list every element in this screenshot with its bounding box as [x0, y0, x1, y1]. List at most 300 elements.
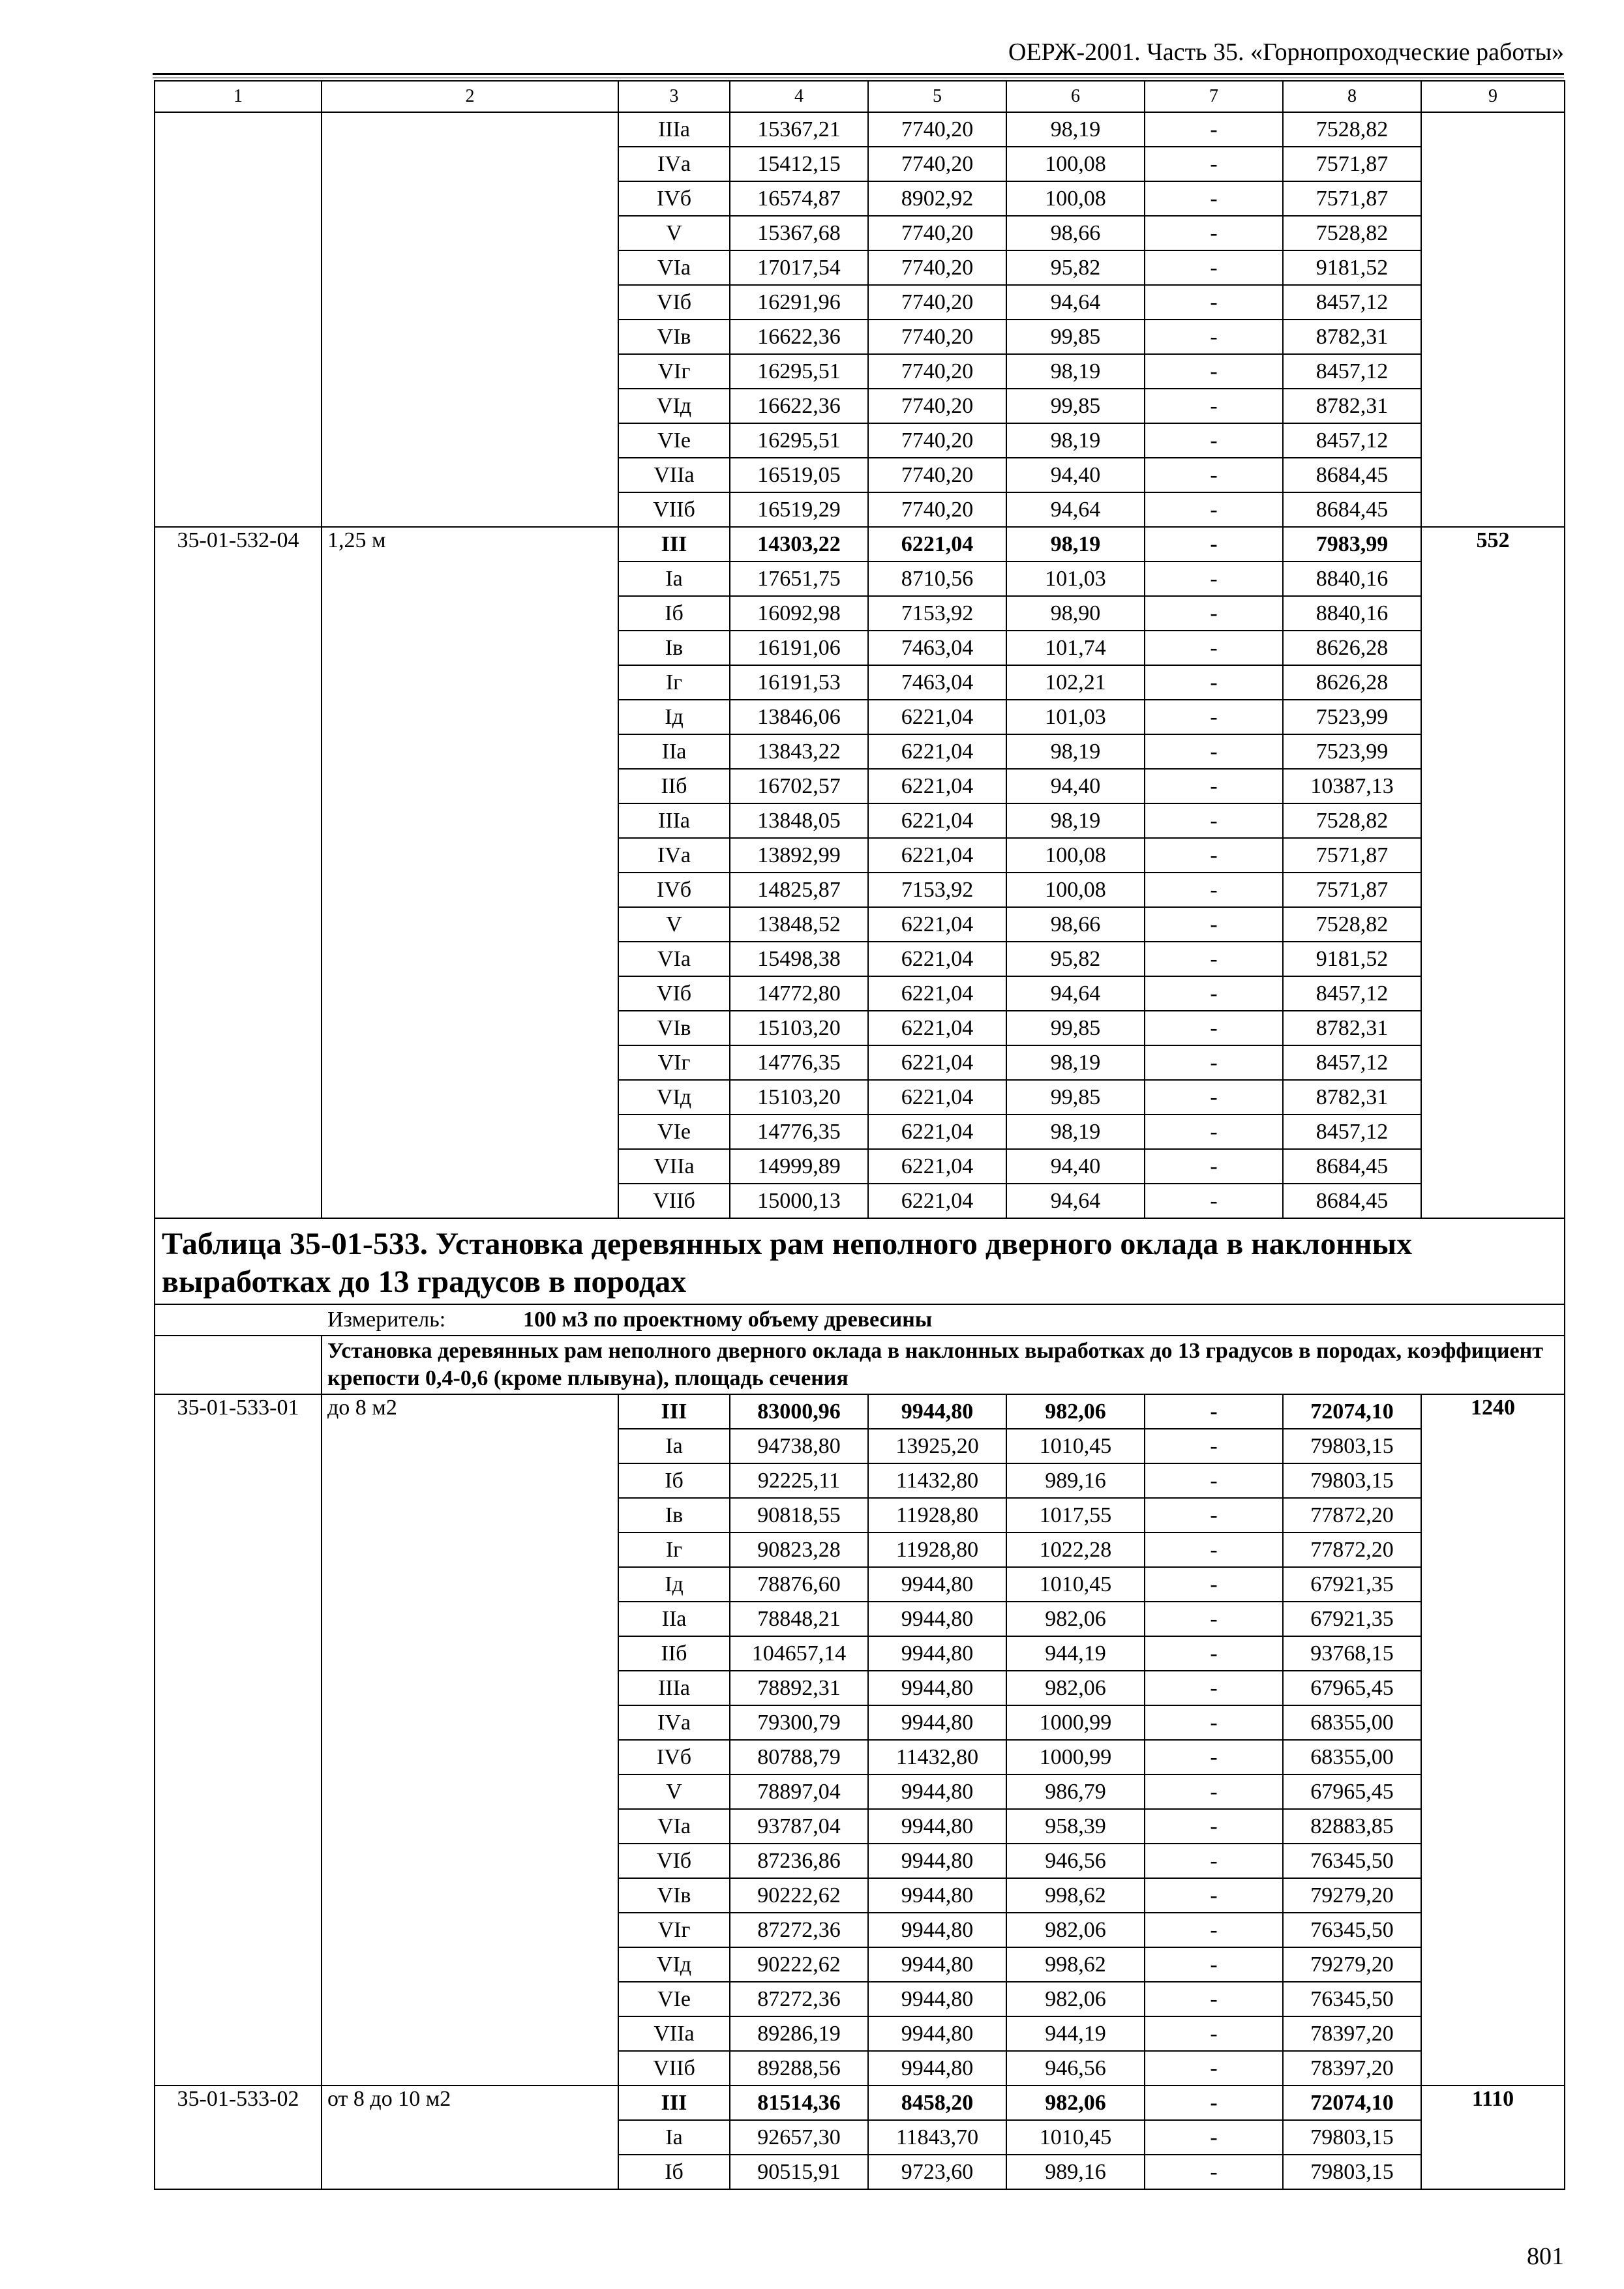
- page-header: ОЕРЖ-2001. Часть 35. «Горнопроходческие работы»: [1008, 38, 1564, 66]
- driver-wage-cell: -: [1145, 838, 1283, 873]
- code-cell: [155, 112, 322, 527]
- total-cost-cell: 14776,35: [730, 1115, 868, 1149]
- machine-cost-cell: 982,06: [1006, 1982, 1145, 2016]
- material-cost-cell: 76345,50: [1283, 1913, 1421, 1947]
- total-cost-cell: 15367,68: [730, 216, 868, 250]
- wage-cost-cell: 6221,04: [868, 734, 1006, 769]
- measure-value: 100 м3 по проектному объему древесины: [523, 1308, 933, 1332]
- mass-cell: [1421, 112, 1565, 527]
- driver-wage-cell: -: [1145, 2120, 1283, 2155]
- wage-cost-cell: 9944,80: [868, 1567, 1006, 1602]
- total-cost-cell: 16295,51: [730, 423, 868, 458]
- material-cost-cell: 8457,12: [1283, 354, 1421, 389]
- total-cost-cell: 16191,53: [730, 665, 868, 700]
- driver-wage-cell: -: [1145, 1947, 1283, 1982]
- machine-cost-cell: 944,19: [1006, 1636, 1145, 1671]
- machine-cost-cell: 98,19: [1006, 112, 1145, 147]
- driver-wage-cell: -: [1145, 631, 1283, 665]
- machine-cost-cell: 94,40: [1006, 458, 1145, 492]
- machine-cost-cell: 94,64: [1006, 285, 1145, 320]
- material-cost-cell: 9181,52: [1283, 250, 1421, 285]
- wage-cost-cell: 7740,20: [868, 147, 1006, 181]
- wage-cost-cell: 11843,70: [868, 2120, 1006, 2155]
- name-cell: [322, 112, 618, 527]
- rock-group-cell: VIIа: [618, 1149, 730, 1184]
- rock-group-cell: IVб: [618, 1740, 730, 1774]
- rock-group-cell: IVа: [618, 147, 730, 181]
- driver-wage-cell: -: [1145, 1394, 1283, 1429]
- machine-cost-cell: 1017,55: [1006, 1498, 1145, 1533]
- total-cost-cell: 13892,99: [730, 838, 868, 873]
- material-cost-cell: 67921,35: [1283, 1567, 1421, 1602]
- wage-cost-cell: 9944,80: [868, 1636, 1006, 1671]
- material-cost-cell: 82883,85: [1283, 1809, 1421, 1844]
- machine-cost-cell: 94,40: [1006, 1149, 1145, 1184]
- rock-group-cell: Iб: [618, 1463, 730, 1498]
- driver-wage-cell: -: [1145, 458, 1283, 492]
- driver-wage-cell: -: [1145, 1011, 1283, 1045]
- machine-cost-cell: 101,03: [1006, 561, 1145, 596]
- material-cost-cell: 8626,28: [1283, 665, 1421, 700]
- rock-group-cell: IVа: [618, 838, 730, 873]
- rock-group-cell: VIб: [618, 285, 730, 320]
- wage-cost-cell: 7740,20: [868, 423, 1006, 458]
- wage-cost-cell: 9944,80: [868, 1394, 1006, 1429]
- rock-group-cell: Iа: [618, 561, 730, 596]
- machine-cost-cell: 94,64: [1006, 492, 1145, 527]
- driver-wage-cell: -: [1145, 1184, 1283, 1218]
- material-cost-cell: 7571,87: [1283, 873, 1421, 907]
- material-cost-cell: 7528,82: [1283, 216, 1421, 250]
- machine-cost-cell: 98,19: [1006, 803, 1145, 838]
- wage-cost-cell: 6221,04: [868, 1011, 1006, 1045]
- material-cost-cell: 8782,31: [1283, 320, 1421, 354]
- wage-cost-cell: 7740,20: [868, 216, 1006, 250]
- table-row: [155, 112, 1565, 147]
- column-number: 7: [1145, 81, 1283, 112]
- material-cost-cell: 8840,16: [1283, 596, 1421, 631]
- rock-group-cell: VIIб: [618, 492, 730, 527]
- column-number: 6: [1006, 81, 1145, 112]
- wage-cost-cell: 7740,20: [868, 492, 1006, 527]
- name-cell: от 8 до 10 м2: [322, 2086, 618, 2189]
- wage-cost-cell: 9944,80: [868, 1602, 1006, 1636]
- measure-cell: [155, 1304, 1565, 1336]
- total-cost-cell: 14999,89: [730, 1149, 868, 1184]
- material-cost-cell: 8782,31: [1283, 1080, 1421, 1115]
- machine-cost-cell: 101,03: [1006, 700, 1145, 734]
- wage-cost-cell: 7740,20: [868, 354, 1006, 389]
- driver-wage-cell: -: [1145, 873, 1283, 907]
- material-cost-cell: 77872,20: [1283, 1533, 1421, 1567]
- total-cost-cell: 81514,36: [730, 2086, 868, 2120]
- rock-group-cell: VIг: [618, 1913, 730, 1947]
- rock-group-cell: VIIа: [618, 2016, 730, 2051]
- machine-cost-cell: 100,08: [1006, 838, 1145, 873]
- rock-group-cell: III: [618, 527, 730, 561]
- driver-wage-cell: -: [1145, 942, 1283, 976]
- wage-cost-cell: 9944,80: [868, 1878, 1006, 1913]
- driver-wage-cell: -: [1145, 665, 1283, 700]
- material-cost-cell: 9181,52: [1283, 942, 1421, 976]
- rock-group-cell: Iв: [618, 1498, 730, 1533]
- total-cost-cell: 16622,36: [730, 389, 868, 423]
- column-number-row: [155, 81, 1565, 112]
- wage-cost-cell: 6221,04: [868, 1115, 1006, 1149]
- machine-cost-cell: 982,06: [1006, 1671, 1145, 1705]
- driver-wage-cell: -: [1145, 423, 1283, 458]
- wage-cost-cell: 7153,92: [868, 596, 1006, 631]
- total-cost-cell: 16702,57: [730, 769, 868, 803]
- rock-group-cell: Iв: [618, 631, 730, 665]
- driver-wage-cell: -: [1145, 803, 1283, 838]
- material-cost-cell: 8840,16: [1283, 561, 1421, 596]
- rock-group-cell: V: [618, 1774, 730, 1809]
- material-cost-cell: 8457,12: [1283, 285, 1421, 320]
- wage-cost-cell: 9944,80: [868, 1913, 1006, 1947]
- column-number: 5: [868, 81, 1006, 112]
- total-cost-cell: 89286,19: [730, 2016, 868, 2051]
- measure-label: Измеритель:: [327, 1308, 446, 1332]
- table-title: Таблица 35-01-533. Установка деревянных рам неполного дверного оклада в наклонных выработках до 13 градусов в породах: [155, 1218, 1565, 1304]
- wage-cost-cell: 6221,04: [868, 700, 1006, 734]
- total-cost-cell: 87236,86: [730, 1844, 868, 1878]
- driver-wage-cell: -: [1145, 1878, 1283, 1913]
- material-cost-cell: 72074,10: [1283, 2086, 1421, 2120]
- material-cost-cell: 79803,15: [1283, 2120, 1421, 2155]
- driver-wage-cell: -: [1145, 181, 1283, 216]
- material-cost-cell: 79279,20: [1283, 1947, 1421, 1982]
- machine-cost-cell: 946,56: [1006, 1844, 1145, 1878]
- rock-group-cell: VIв: [618, 1878, 730, 1913]
- table-row: [155, 2086, 1565, 2120]
- machine-cost-cell: 100,08: [1006, 873, 1145, 907]
- wage-cost-cell: 8458,20: [868, 2086, 1006, 2120]
- rock-group-cell: VIв: [618, 1011, 730, 1045]
- total-cost-cell: 14776,35: [730, 1045, 868, 1080]
- machine-cost-cell: 99,85: [1006, 1080, 1145, 1115]
- material-cost-cell: 68355,00: [1283, 1705, 1421, 1740]
- wage-cost-cell: 6221,04: [868, 976, 1006, 1011]
- rock-group-cell: IIIа: [618, 112, 730, 147]
- material-cost-cell: 67965,45: [1283, 1671, 1421, 1705]
- wage-cost-cell: 6221,04: [868, 803, 1006, 838]
- total-cost-cell: 78897,04: [730, 1774, 868, 1809]
- driver-wage-cell: -: [1145, 1705, 1283, 1740]
- machine-cost-cell: 1010,45: [1006, 1567, 1145, 1602]
- driver-wage-cell: -: [1145, 285, 1283, 320]
- rock-group-cell: IIа: [618, 1602, 730, 1636]
- driver-wage-cell: -: [1145, 1809, 1283, 1844]
- column-number: 9: [1421, 81, 1565, 112]
- code-cell: 35-01-533-02: [155, 2086, 322, 2189]
- table-title-row: [155, 1218, 1565, 1304]
- driver-wage-cell: -: [1145, 1498, 1283, 1533]
- driver-wage-cell: -: [1145, 1533, 1283, 1567]
- machine-cost-cell: 989,16: [1006, 1463, 1145, 1498]
- machine-cost-cell: 1010,45: [1006, 2120, 1145, 2155]
- material-cost-cell: 8782,31: [1283, 389, 1421, 423]
- description-cell: Установка деревянных рам неполного дверного оклада в наклонных выработках до 13 градусов в породах, коэффициент крепости 0,4-0,6 (кроме плывуна), площадь сечения: [322, 1336, 1565, 1394]
- rock-group-cell: IIIа: [618, 1671, 730, 1705]
- total-cost-cell: 80788,79: [730, 1740, 868, 1774]
- wage-cost-cell: 6221,04: [868, 838, 1006, 873]
- driver-wage-cell: -: [1145, 2016, 1283, 2051]
- rock-group-cell: VIб: [618, 1844, 730, 1878]
- total-cost-cell: 14303,22: [730, 527, 868, 561]
- total-cost-cell: 92657,30: [730, 2120, 868, 2155]
- code-cell: 35-01-533-01: [155, 1394, 322, 2086]
- material-cost-cell: 79279,20: [1283, 1878, 1421, 1913]
- column-number: 8: [1283, 81, 1421, 112]
- rock-group-cell: VIе: [618, 423, 730, 458]
- machine-cost-cell: 94,64: [1006, 976, 1145, 1011]
- driver-wage-cell: -: [1145, 492, 1283, 527]
- wage-cost-cell: 11432,80: [868, 1740, 1006, 1774]
- material-cost-cell: 7571,87: [1283, 838, 1421, 873]
- total-cost-cell: 15412,15: [730, 147, 868, 181]
- rock-group-cell: V: [618, 216, 730, 250]
- rock-group-cell: VIа: [618, 250, 730, 285]
- rock-group-cell: Iа: [618, 2120, 730, 2155]
- material-cost-cell: 8457,12: [1283, 1115, 1421, 1149]
- driver-wage-cell: -: [1145, 1463, 1283, 1498]
- total-cost-cell: 87272,36: [730, 1913, 868, 1947]
- driver-wage-cell: -: [1145, 734, 1283, 769]
- material-cost-cell: 7523,99: [1283, 700, 1421, 734]
- driver-wage-cell: -: [1145, 1115, 1283, 1149]
- wage-cost-cell: 8902,92: [868, 181, 1006, 216]
- machine-cost-cell: 989,16: [1006, 2155, 1145, 2189]
- rock-group-cell: Iа: [618, 1429, 730, 1463]
- driver-wage-cell: -: [1145, 1982, 1283, 2016]
- wage-cost-cell: 6221,04: [868, 907, 1006, 942]
- driver-wage-cell: -: [1145, 147, 1283, 181]
- wage-cost-cell: 7740,20: [868, 285, 1006, 320]
- rock-group-cell: VIIб: [618, 1184, 730, 1218]
- wage-cost-cell: 7463,04: [868, 665, 1006, 700]
- rock-group-cell: VIг: [618, 1045, 730, 1080]
- total-cost-cell: 90222,62: [730, 1947, 868, 1982]
- rock-group-cell: Iд: [618, 1567, 730, 1602]
- machine-cost-cell: 946,56: [1006, 2051, 1145, 2086]
- driver-wage-cell: -: [1145, 769, 1283, 803]
- material-cost-cell: 8457,12: [1283, 423, 1421, 458]
- material-cost-cell: 8684,45: [1283, 458, 1421, 492]
- total-cost-cell: 87272,36: [730, 1982, 868, 2016]
- rock-group-cell: III: [618, 2086, 730, 2120]
- table-row: [155, 1394, 1565, 1429]
- total-cost-cell: 17651,75: [730, 561, 868, 596]
- total-cost-cell: 104657,14: [730, 1636, 868, 1671]
- driver-wage-cell: -: [1145, 389, 1283, 423]
- total-cost-cell: 14825,87: [730, 873, 868, 907]
- machine-cost-cell: 100,08: [1006, 181, 1145, 216]
- driver-wage-cell: -: [1145, 1913, 1283, 1947]
- total-cost-cell: 13848,05: [730, 803, 868, 838]
- rock-group-cell: VIIб: [618, 2051, 730, 2086]
- wage-cost-cell: 9944,80: [868, 2051, 1006, 2086]
- total-cost-cell: 13846,06: [730, 700, 868, 734]
- name-cell: до 8 м2: [322, 1394, 618, 2086]
- driver-wage-cell: -: [1145, 354, 1283, 389]
- machine-cost-cell: 101,74: [1006, 631, 1145, 665]
- material-cost-cell: 93768,15: [1283, 1636, 1421, 1671]
- total-cost-cell: 16622,36: [730, 320, 868, 354]
- machine-cost-cell: 102,21: [1006, 665, 1145, 700]
- total-cost-cell: 15000,13: [730, 1184, 868, 1218]
- machine-cost-cell: 998,62: [1006, 1947, 1145, 1982]
- total-cost-cell: 90222,62: [730, 1878, 868, 1913]
- total-cost-cell: 93787,04: [730, 1809, 868, 1844]
- material-cost-cell: 76345,50: [1283, 1982, 1421, 2016]
- wage-cost-cell: 9944,80: [868, 1671, 1006, 1705]
- total-cost-cell: 90823,28: [730, 1533, 868, 1567]
- description-row: [155, 1336, 1565, 1394]
- code-cell: 35-01-532-04: [155, 527, 322, 1218]
- wage-cost-cell: 13925,20: [868, 1429, 1006, 1463]
- material-cost-cell: 78397,20: [1283, 2016, 1421, 2051]
- rock-group-cell: III: [618, 1394, 730, 1429]
- wage-cost-cell: 11928,80: [868, 1533, 1006, 1567]
- driver-wage-cell: -: [1145, 907, 1283, 942]
- driver-wage-cell: -: [1145, 1740, 1283, 1774]
- driver-wage-cell: -: [1145, 1774, 1283, 1809]
- total-cost-cell: 14772,80: [730, 976, 868, 1011]
- rock-group-cell: VIе: [618, 1115, 730, 1149]
- material-cost-cell: 8684,45: [1283, 1149, 1421, 1184]
- column-number: 4: [730, 81, 868, 112]
- total-cost-cell: 78876,60: [730, 1567, 868, 1602]
- machine-cost-cell: 1022,28: [1006, 1533, 1145, 1567]
- material-cost-cell: 79803,15: [1283, 1429, 1421, 1463]
- column-number: 1: [155, 81, 322, 112]
- rock-group-cell: Iг: [618, 665, 730, 700]
- machine-cost-cell: 958,39: [1006, 1809, 1145, 1844]
- wage-cost-cell: 9944,80: [868, 1774, 1006, 1809]
- machine-cost-cell: 99,85: [1006, 389, 1145, 423]
- driver-wage-cell: -: [1145, 700, 1283, 734]
- total-cost-cell: 15498,38: [730, 942, 868, 976]
- column-number: 3: [618, 81, 730, 112]
- total-cost-cell: 16191,06: [730, 631, 868, 665]
- description-spacer: [155, 1336, 322, 1394]
- mass-cell: 1240: [1421, 1394, 1565, 2086]
- machine-cost-cell: 982,06: [1006, 1602, 1145, 1636]
- driver-wage-cell: -: [1145, 1602, 1283, 1636]
- wage-cost-cell: 7740,20: [868, 112, 1006, 147]
- driver-wage-cell: -: [1145, 1844, 1283, 1878]
- driver-wage-cell: -: [1145, 1149, 1283, 1184]
- machine-cost-cell: 986,79: [1006, 1774, 1145, 1809]
- wage-cost-cell: 9944,80: [868, 1809, 1006, 1844]
- wage-cost-cell: 9944,80: [868, 1844, 1006, 1878]
- rock-group-cell: IIа: [618, 734, 730, 769]
- total-cost-cell: 78848,21: [730, 1602, 868, 1636]
- rock-group-cell: IIIа: [618, 803, 730, 838]
- wage-cost-cell: 7740,20: [868, 320, 1006, 354]
- machine-cost-cell: 1000,99: [1006, 1705, 1145, 1740]
- name-cell: 1,25 м: [322, 527, 618, 1218]
- machine-cost-cell: 95,82: [1006, 250, 1145, 285]
- rock-group-cell: V: [618, 907, 730, 942]
- total-cost-cell: 83000,96: [730, 1394, 868, 1429]
- machine-cost-cell: 98,90: [1006, 596, 1145, 631]
- mass-cell: 1110: [1421, 2086, 1565, 2189]
- total-cost-cell: 94738,80: [730, 1429, 868, 1463]
- page-number: 801: [1527, 2243, 1564, 2270]
- wage-cost-cell: 6221,04: [868, 942, 1006, 976]
- material-cost-cell: 10387,13: [1283, 769, 1421, 803]
- material-cost-cell: 72074,10: [1283, 1394, 1421, 1429]
- driver-wage-cell: -: [1145, 1045, 1283, 1080]
- machine-cost-cell: 99,85: [1006, 320, 1145, 354]
- wage-cost-cell: 6221,04: [868, 1149, 1006, 1184]
- total-cost-cell: 78892,31: [730, 1671, 868, 1705]
- wage-cost-cell: 8710,56: [868, 561, 1006, 596]
- wage-cost-cell: 9944,80: [868, 1982, 1006, 2016]
- total-cost-cell: 92225,11: [730, 1463, 868, 1498]
- wage-cost-cell: 7463,04: [868, 631, 1006, 665]
- driver-wage-cell: -: [1145, 320, 1283, 354]
- material-cost-cell: 7523,99: [1283, 734, 1421, 769]
- material-cost-cell: 7983,99: [1283, 527, 1421, 561]
- material-cost-cell: 7571,87: [1283, 181, 1421, 216]
- driver-wage-cell: -: [1145, 2155, 1283, 2189]
- driver-wage-cell: -: [1145, 1429, 1283, 1463]
- total-cost-cell: 16519,29: [730, 492, 868, 527]
- wage-cost-cell: 7740,20: [868, 458, 1006, 492]
- driver-wage-cell: -: [1145, 250, 1283, 285]
- rock-group-cell: Iб: [618, 596, 730, 631]
- total-cost-cell: 13843,22: [730, 734, 868, 769]
- wage-cost-cell: 9944,80: [868, 2016, 1006, 2051]
- price-table: [154, 80, 1565, 2190]
- machine-cost-cell: 98,19: [1006, 734, 1145, 769]
- table-row: [155, 527, 1565, 561]
- machine-cost-cell: 95,82: [1006, 942, 1145, 976]
- machine-cost-cell: 944,19: [1006, 2016, 1145, 2051]
- machine-cost-cell: 1010,45: [1006, 1429, 1145, 1463]
- driver-wage-cell: -: [1145, 2051, 1283, 2086]
- wage-cost-cell: 11928,80: [868, 1498, 1006, 1533]
- driver-wage-cell: -: [1145, 1671, 1283, 1705]
- driver-wage-cell: -: [1145, 976, 1283, 1011]
- driver-wage-cell: -: [1145, 1567, 1283, 1602]
- measure-row: [155, 1304, 1565, 1336]
- machine-cost-cell: 98,19: [1006, 527, 1145, 561]
- material-cost-cell: 79803,15: [1283, 2155, 1421, 2189]
- driver-wage-cell: -: [1145, 1636, 1283, 1671]
- rock-group-cell: VIд: [618, 389, 730, 423]
- material-cost-cell: 78397,20: [1283, 2051, 1421, 2086]
- total-cost-cell: 17017,54: [730, 250, 868, 285]
- column-number: 2: [322, 81, 618, 112]
- rock-group-cell: IIб: [618, 1636, 730, 1671]
- driver-wage-cell: -: [1145, 2086, 1283, 2120]
- rock-group-cell: VIв: [618, 320, 730, 354]
- driver-wage-cell: -: [1145, 216, 1283, 250]
- total-cost-cell: 16295,51: [730, 354, 868, 389]
- machine-cost-cell: 98,66: [1006, 907, 1145, 942]
- wage-cost-cell: 6221,04: [868, 1080, 1006, 1115]
- wage-cost-cell: 9723,60: [868, 2155, 1006, 2189]
- material-cost-cell: 68355,00: [1283, 1740, 1421, 1774]
- material-cost-cell: 7528,82: [1283, 907, 1421, 942]
- driver-wage-cell: -: [1145, 1080, 1283, 1115]
- material-cost-cell: 8782,31: [1283, 1011, 1421, 1045]
- rock-group-cell: Iг: [618, 1533, 730, 1567]
